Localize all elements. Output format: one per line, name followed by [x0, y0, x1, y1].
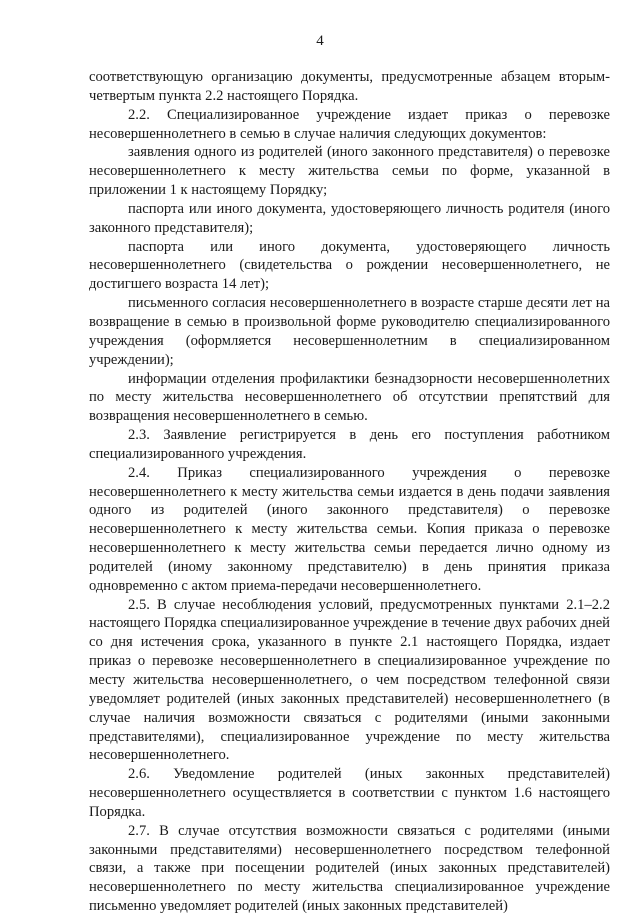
- paragraph-2-2: 2.2. Специализированное учреждение издает приказ о перевозке несовершеннолетнего в семью в случае наличия следующих документов:: [89, 106, 610, 142]
- list-item-application: заявления одного из родителей (иного законного представителя) о перевозке несовершеннолетнего к месту жительства семьи по форме, указанной в приложении 1 к настоящему Порядку;: [89, 144, 610, 199]
- list-item-minor-passport: паспорта или иного документа, удостоверяющего личность несовершеннолетнего (свидетельства о рождении несовершеннолетнего, не достигшего возраста 14 лет);: [89, 238, 610, 293]
- list-item-parent-passport: паспорта или иного документа, удостоверяющего личность родителя (иного законного представителя);: [89, 200, 610, 236]
- page-number: 4: [316, 33, 324, 49]
- paragraph-2-4: 2.4. Приказ специализированного учреждения о перевозке несовершеннолетнего к месту жительства семьи издается в день подачи заявления одного из родителей (иного законного представителя) о перевозке несовершеннолетнего к месту жительства семьи. Копия приказа о перевозке несовершеннолетнего к месту жительства семьи передается лично одному из родителей (иному законному представителю) в день принятия приказа одновременно с актом приема-передачи несовершеннолетнего.: [89, 464, 610, 594]
- paragraph-continuation: соответствующую организацию документы, предусмотренные абзацем вторым-четвертым пункта 2.2 настоящего Порядка.: [89, 69, 610, 104]
- paragraph-2-7: 2.7. В случае отсутствия возможности связаться с родителями (иными законными представителями) несовершеннолетнего посредством телефонной связи, а также при посещении родителей (иных законных представителей) несовершеннолетнего по месту жительства специализированное учреждение письменно уведомляет родителей (иных законных представителей): [89, 822, 610, 915]
- paragraph-2-6: 2.6. Уведомление родителей (иных законных представителей) несовершеннолетнего осуществляется в соответствии с пунктом 1.6 настоящего Порядка.: [89, 766, 610, 820]
- list-item-written-consent: письменного согласия несовершеннолетнего в возрасте старше десяти лет на возвращение в семью в произвольной форме руководителю специализированного учреждения (оформляется несовершеннолетним в специализированном учреждении);: [89, 295, 610, 368]
- paragraph-2-3: 2.3. Заявление регистрируется в день его поступления работником специализированного учреждения.: [89, 427, 610, 462]
- document-body: [89, 68, 610, 916]
- paragraph-2-5: 2.5. В случае несоблюдения условий, предусмотренных пунктами 2.1–2.2 настоящего Порядка специализированное учреждение в течение двух рабочих дней со дня истечения срока, указанного в пункте 2.1 настоящего Порядка, издает приказ о перевозке несовершеннолетнего в специализированное учреждение по месту жительства несовершеннолетнего, о чем посредством телефонной связи уведомляет родителей (иных законных представителей) несовершеннолетнего (в случае наличия возможности связаться с родителями (иными законными представителями), специализированное учреждение по месту жительства несовершеннолетнего.: [89, 596, 610, 764]
- list-item-information: информации отделения профилактики безнадзорности несовершеннолетних по месту жительства несовершеннолетнего об отсутствии препятствий для возвращения несовершеннолетнего в семью.: [89, 370, 610, 425]
